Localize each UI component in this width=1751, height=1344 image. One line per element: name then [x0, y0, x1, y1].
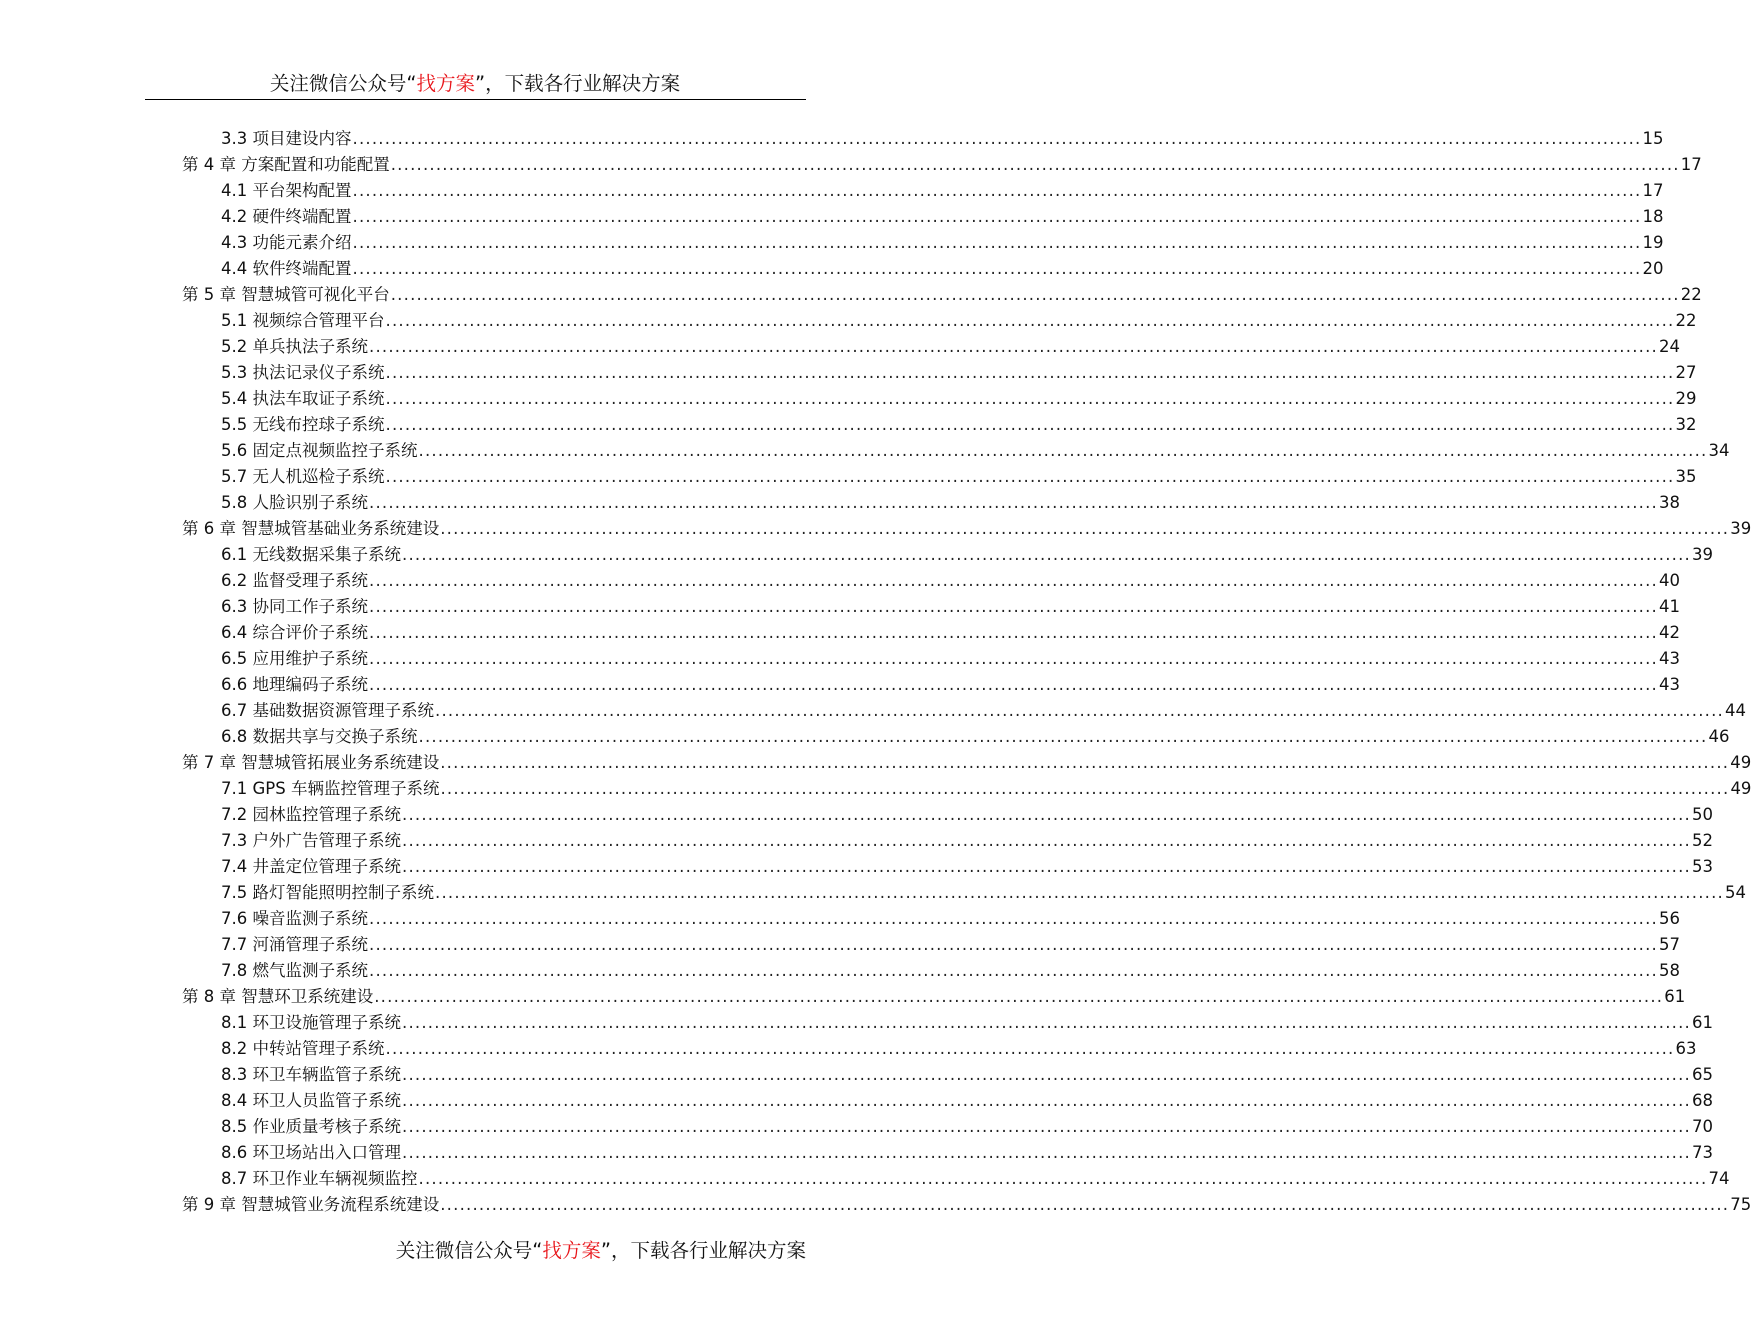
toc-entry-page: 61	[1664, 987, 1686, 1006]
toc-dot-leader: ........................................................................................................................................................................................................	[435, 883, 1724, 902]
toc-entry-title: 8.3 环卫车辆监管子系统	[221, 1065, 401, 1084]
toc-entry-page: 17	[1642, 181, 1664, 200]
toc-entry-title: 7.3 户外广告管理子系统	[221, 831, 401, 850]
toc-entry-page: 35	[1675, 467, 1697, 486]
toc-entry-page: 49	[1730, 779, 1751, 798]
toc-entry-title: 6.2 监督受理子系统	[221, 571, 368, 590]
toc-dot-leader: ........................................................................................................................................................................................................	[385, 415, 1675, 434]
toc-entry-page: 20	[1642, 259, 1664, 278]
header-text-suffix: ”，下载各行业解决方案	[475, 72, 681, 95]
toc-entry-page: 56	[1658, 909, 1680, 928]
toc-entry-page: 49	[1730, 753, 1751, 772]
toc-entry-page: 70	[1691, 1117, 1713, 1136]
toc-entry-title: 第 4 章 方案配置和功能配置	[182, 155, 390, 174]
toc-entry-title: 第 7 章 智慧城管拓展业务系统建设	[182, 753, 440, 772]
toc-section-entry[interactable]	[182, 490, 1680, 516]
toc-section-entry[interactable]	[182, 594, 1680, 620]
toc-entry-page: 39	[1730, 519, 1751, 538]
toc-entry-title: 6.3 协同工作子系统	[221, 597, 368, 616]
toc-section-entry[interactable]	[182, 1166, 1730, 1192]
toc-entry-page: 52	[1691, 831, 1713, 850]
toc-entry-title: 4.3 功能元素介绍	[221, 233, 352, 252]
header-divider	[145, 99, 806, 100]
toc-dot-leader: ........................................................................................................................................................................................................	[369, 935, 1658, 954]
toc-entry-page: 58	[1658, 961, 1680, 980]
toc-dot-leader: ........................................................................................................................................................................................................	[440, 753, 1730, 772]
toc-section-entry[interactable]	[182, 672, 1680, 698]
toc-dot-leader: ........................................................................................................................................................................................................	[369, 961, 1658, 980]
toc-dot-leader: ........................................................................................................................................................................................................	[390, 285, 1680, 304]
toc-dot-leader: ........................................................................................................................................................................................................	[418, 441, 1708, 460]
toc-chapter-entry[interactable]	[182, 750, 1751, 776]
toc-entry-title: 7.8 燃气监测子系统	[221, 961, 368, 980]
toc-entry-title: 6.5 应用维护子系统	[221, 649, 368, 668]
footer-text-prefix: 关注微信公众号“	[395, 1239, 543, 1262]
toc-entry-title: 8.1 环卫设施管理子系统	[221, 1013, 401, 1032]
toc-dot-leader: ........................................................................................................................................................................................................	[402, 1117, 1691, 1136]
toc-section-entry[interactable]	[182, 828, 1713, 854]
page-footer	[200, 1237, 806, 1265]
toc-entry-title: 第 8 章 智慧环卫系统建设	[182, 987, 374, 1006]
toc-dot-leader: ........................................................................................................................................................................................................	[369, 493, 1658, 512]
toc-section-entry[interactable]	[182, 724, 1730, 750]
toc-entry-page: 53	[1691, 857, 1713, 876]
page-header	[145, 70, 805, 98]
toc-section-entry[interactable]	[182, 698, 1746, 724]
toc-entry-page: 73	[1691, 1143, 1713, 1162]
toc-chapter-entry[interactable]	[182, 984, 1686, 1010]
toc-dot-leader: ........................................................................................................................................................................................................	[390, 155, 1680, 174]
toc-entry-title: 7.5 路灯智能照明控制子系统	[221, 883, 434, 902]
toc-entry-page: 43	[1658, 675, 1680, 694]
toc-section-entry[interactable]	[182, 360, 1697, 386]
toc-dot-leader: ........................................................................................................................................................................................................	[369, 623, 1658, 642]
toc-entry-page: 38	[1658, 493, 1680, 512]
toc-dot-leader: ........................................................................................................................................................................................................	[418, 727, 1708, 746]
toc-entry-title: 5.4 执法车取证子系统	[221, 389, 385, 408]
toc-section-entry[interactable]	[182, 230, 1664, 256]
footer-text-suffix: ”，下载各行业解决方案	[600, 1239, 806, 1262]
toc-dot-leader: ........................................................................................................................................................................................................	[385, 363, 1675, 382]
toc-entry-page: 40	[1658, 571, 1680, 590]
toc-dot-leader: ........................................................................................................................................................................................................	[385, 1039, 1675, 1058]
toc-entry-title: 8.5 作业质量考核子系统	[221, 1117, 401, 1136]
toc-section-entry[interactable]	[182, 334, 1680, 360]
toc-entry-title: 4.1 平台架构配置	[221, 181, 352, 200]
toc-entry-title: 6.8 数据共享与交换子系统	[221, 727, 418, 746]
toc-entry-page: 68	[1691, 1091, 1713, 1110]
toc-dot-leader: ........................................................................................................................................................................................................	[352, 259, 1642, 278]
toc-entry-title: 5.5 无线布控球子系统	[221, 415, 385, 434]
toc-entry-title: 8.6 环卫场站出入口管理	[221, 1143, 401, 1162]
toc-entry-page: 65	[1691, 1065, 1713, 1084]
toc-entry-title: 5.3 执法记录仪子系统	[221, 363, 385, 382]
table-of-contents	[182, 126, 1751, 1218]
toc-dot-leader: ........................................................................................................................................................................................................	[369, 597, 1658, 616]
toc-section-entry[interactable]	[182, 256, 1664, 282]
toc-section-entry[interactable]	[182, 802, 1713, 828]
toc-chapter-entry[interactable]	[182, 516, 1751, 542]
toc-section-entry[interactable]	[182, 906, 1680, 932]
toc-entry-title: 第 6 章 智慧城管基础业务系统建设	[182, 519, 440, 538]
toc-dot-leader: ........................................................................................................................................................................................................	[402, 545, 1691, 564]
toc-section-entry[interactable]	[182, 1062, 1713, 1088]
toc-section-entry[interactable]	[182, 386, 1697, 412]
footer-highlight: 找方案	[542, 1239, 601, 1262]
toc-entry-title: 4.4 软件终端配置	[221, 259, 352, 278]
toc-dot-leader: ........................................................................................................................................................................................................	[369, 337, 1658, 356]
toc-dot-leader: ........................................................................................................................................................................................................	[385, 389, 1675, 408]
toc-section-entry[interactable]	[182, 646, 1680, 672]
toc-entry-title: 第 5 章 智慧城管可视化平台	[182, 285, 390, 304]
toc-dot-leader: ........................................................................................................................................................................................................	[369, 571, 1658, 590]
toc-section-entry[interactable]	[182, 958, 1680, 984]
toc-section-entry[interactable]	[182, 438, 1730, 464]
toc-dot-leader: ........................................................................................................................................................................................................	[402, 1091, 1691, 1110]
toc-dot-leader: ........................................................................................................................................................................................................	[402, 1013, 1691, 1032]
toc-dot-leader: ........................................................................................................................................................................................................	[402, 1143, 1691, 1162]
toc-dot-leader: ........................................................................................................................................................................................................	[402, 831, 1691, 850]
toc-entry-page: 18	[1642, 207, 1664, 226]
toc-dot-leader: ........................................................................................................................................................................................................	[352, 207, 1642, 226]
toc-entry-page: 39	[1691, 545, 1713, 564]
toc-dot-leader: ........................................................................................................................................................................................................	[352, 233, 1642, 252]
toc-entry-page: 24	[1658, 337, 1680, 356]
toc-entry-page: 42	[1658, 623, 1680, 642]
toc-section-entry[interactable]	[182, 542, 1713, 568]
toc-dot-leader: ........................................................................................................................................................................................................	[440, 779, 1730, 798]
toc-entry-page: 43	[1658, 649, 1680, 668]
toc-entry-title: 5.7 无人机巡检子系统	[221, 467, 385, 486]
toc-dot-leader: ........................................................................................................................................................................................................	[385, 311, 1675, 330]
toc-entry-page: 41	[1658, 597, 1680, 616]
toc-entry-title: 7.7 河涌管理子系统	[221, 935, 368, 954]
toc-entry-page: 22	[1675, 311, 1697, 330]
toc-entry-title: 7.1 GPS 车辆监控管理子系统	[221, 779, 440, 798]
toc-dot-leader: ........................................................................................................................................................................................................	[374, 987, 1664, 1006]
toc-entry-title: 5.6 固定点视频监控子系统	[221, 441, 418, 460]
toc-chapter-entry[interactable]	[182, 1192, 1751, 1218]
toc-entry-title: 8.2 中转站管理子系统	[221, 1039, 385, 1058]
toc-section-entry[interactable]	[182, 204, 1664, 230]
toc-section-entry[interactable]	[182, 854, 1713, 880]
toc-chapter-entry[interactable]	[182, 152, 1702, 178]
toc-section-entry[interactable]	[182, 178, 1664, 204]
toc-entry-page: 29	[1675, 389, 1697, 408]
toc-dot-leader: ........................................................................................................................................................................................................	[402, 857, 1691, 876]
toc-section-entry[interactable]	[182, 568, 1680, 594]
toc-entry-page: 54	[1724, 883, 1746, 902]
toc-entry-page: 19	[1642, 233, 1664, 252]
toc-entry-page: 27	[1675, 363, 1697, 382]
toc-entry-page: 32	[1675, 415, 1697, 434]
toc-dot-leader: ........................................................................................................................................................................................................	[369, 909, 1658, 928]
toc-dot-leader: ........................................................................................................................................................................................................	[440, 519, 1730, 538]
header-highlight: 找方案	[416, 72, 475, 95]
toc-entry-title: 6.4 综合评价子系统	[221, 623, 368, 642]
toc-entry-page: 74	[1708, 1169, 1730, 1188]
toc-entry-title: 8.4 环卫人员监管子系统	[221, 1091, 401, 1110]
toc-entry-page: 34	[1708, 441, 1730, 460]
toc-entry-page: 50	[1691, 805, 1713, 824]
toc-entry-title: 7.2 园林监控管理子系统	[221, 805, 401, 824]
toc-section-entry[interactable]	[182, 932, 1680, 958]
toc-dot-leader: ........................................................................................................................................................................................................	[385, 467, 1675, 486]
toc-entry-page: 57	[1658, 935, 1680, 954]
toc-section-entry[interactable]	[182, 1140, 1713, 1166]
toc-entry-title: 5.1 视频综合管理平台	[221, 311, 385, 330]
header-text-prefix: 关注微信公众号“	[269, 72, 417, 95]
toc-entry-title: 6.1 无线数据采集子系统	[221, 545, 401, 564]
toc-entry-title: 6.7 基础数据资源管理子系统	[221, 701, 434, 720]
toc-entry-title: 7.6 噪音监测子系统	[221, 909, 368, 928]
toc-entry-page: 63	[1675, 1039, 1697, 1058]
toc-entry-page: 17	[1680, 155, 1702, 174]
toc-section-entry[interactable]	[182, 620, 1680, 646]
toc-dot-leader: ........................................................................................................................................................................................................	[435, 701, 1724, 720]
toc-section-entry[interactable]	[182, 1088, 1713, 1114]
toc-section-entry[interactable]	[182, 1114, 1713, 1140]
toc-dot-leader: ........................................................................................................................................................................................................	[402, 1065, 1691, 1084]
toc-section-entry[interactable]	[182, 126, 1664, 152]
toc-dot-leader: ........................................................................................................................................................................................................	[402, 805, 1691, 824]
toc-entry-title: 第 9 章 智慧城管业务流程系统建设	[182, 1195, 440, 1214]
toc-entry-page: 46	[1708, 727, 1730, 746]
toc-section-entry[interactable]	[182, 880, 1746, 906]
toc-section-entry[interactable]	[182, 776, 1751, 802]
toc-entry-title: 7.4 井盖定位管理子系统	[221, 857, 401, 876]
toc-entry-page: 22	[1680, 285, 1702, 304]
toc-dot-leader: ........................................................................................................................................................................................................	[440, 1195, 1730, 1214]
toc-dot-leader: ........................................................................................................................................................................................................	[369, 675, 1658, 694]
toc-section-entry[interactable]	[182, 308, 1697, 334]
toc-dot-leader: ........................................................................................................................................................................................................	[352, 181, 1642, 200]
toc-dot-leader: ........................................................................................................................................................................................................	[352, 129, 1642, 148]
toc-section-entry[interactable]	[182, 1010, 1713, 1036]
toc-entry-page: 75	[1730, 1195, 1751, 1214]
toc-entry-page: 15	[1642, 129, 1664, 148]
toc-entry-title: 8.7 环卫作业车辆视频监控	[221, 1169, 418, 1188]
toc-entry-title: 4.2 硬件终端配置	[221, 207, 352, 226]
toc-entry-title: 6.6 地理编码子系统	[221, 675, 368, 694]
toc-dot-leader: ........................................................................................................................................................................................................	[369, 649, 1658, 668]
toc-chapter-entry[interactable]	[182, 282, 1702, 308]
toc-section-entry[interactable]	[182, 1036, 1697, 1062]
toc-entry-page: 44	[1724, 701, 1746, 720]
toc-entry-title: 5.2 单兵执法子系统	[221, 337, 368, 356]
toc-entry-title: 5.8 人脸识别子系统	[221, 493, 368, 512]
toc-entry-title: 3.3 项目建设内容	[221, 129, 352, 148]
toc-section-entry[interactable]	[182, 412, 1697, 438]
toc-section-entry[interactable]	[182, 464, 1697, 490]
toc-dot-leader: ........................................................................................................................................................................................................	[418, 1169, 1708, 1188]
toc-entry-page: 61	[1691, 1013, 1713, 1032]
